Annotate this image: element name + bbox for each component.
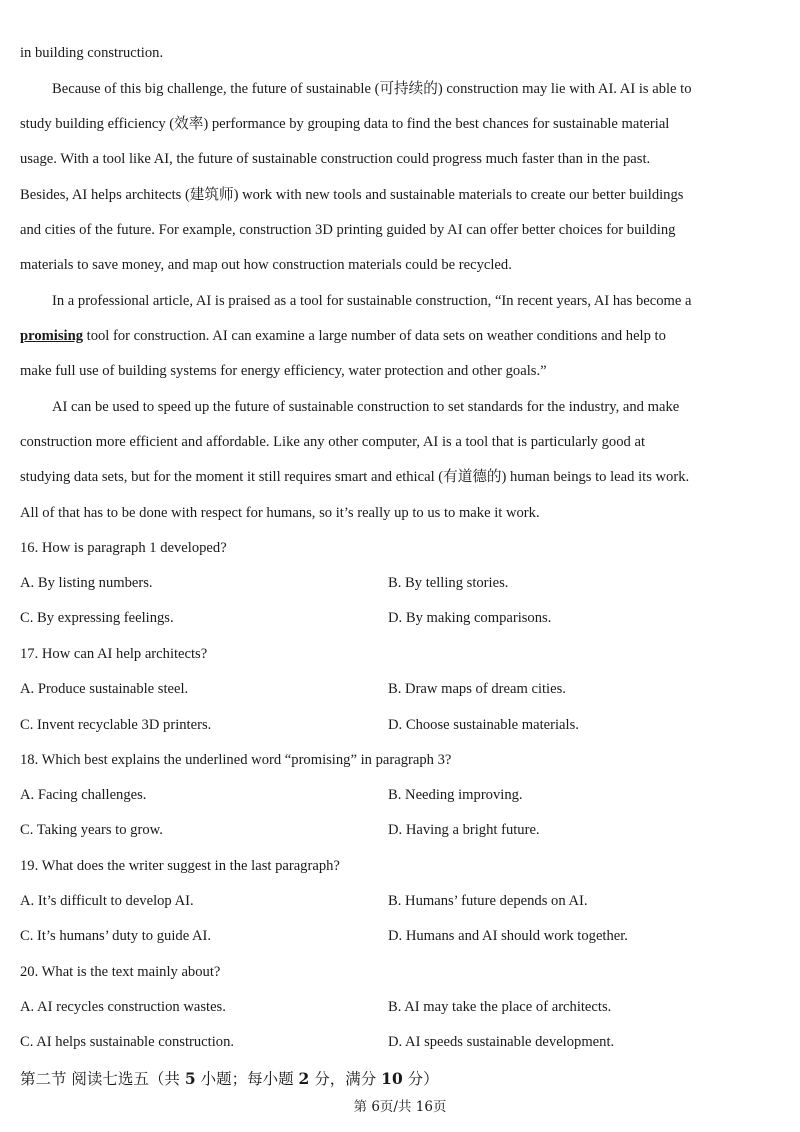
paragraph-4-line: studying data sets, but for the moment it still requires smart and ethical (有道德的) human beings to lead its work. [20, 469, 690, 485]
question-19-option-d[interactable]: D. Humans and AI should work together. [388, 928, 628, 944]
paragraph-2-line: usage. With a tool like AI, the future of sustainable construction could progress much faster than in the past. [20, 151, 651, 167]
section-heading [20, 1068, 439, 1090]
question-20-option-c[interactable]: C. AI helps sustainable construction. [20, 1034, 235, 1050]
question-16-option-a[interactable]: A. By listing numbers. [20, 575, 153, 591]
paragraph-2-line: Because of this big challenge, the future of sustainable (可持续的) construction may lie with AI. AI is able to [52, 81, 692, 97]
question-16-option-d[interactable]: D. By making comparisons. [388, 610, 552, 626]
question-17-option-b[interactable]: B. Draw maps of dream cities. [388, 681, 566, 697]
question-20-stem: 20. What is the text mainly about? [20, 964, 221, 980]
question-16-option-b[interactable]: B. By telling stories. [388, 575, 509, 591]
question-17-stem: 17. How can AI help architects? [20, 646, 208, 662]
section-heading-text: 第二节 阅读七选五（共 [20, 1070, 185, 1088]
question-20-option-b[interactable]: B. AI may take the place of architects. [388, 999, 612, 1015]
paragraph-2-line: Besides, AI helps architects (建筑师) work with new tools and sustainable materials to create our better buildings [20, 187, 684, 203]
question-19-option-a[interactable]: A. It’s difficult to develop AI. [20, 893, 194, 909]
section-heading-text: 分） [402, 1070, 439, 1088]
question-20-option-d[interactable]: D. AI speeds sustainable development. [388, 1034, 615, 1050]
question-18-option-d[interactable]: D. Having a bright future. [388, 822, 540, 838]
paragraph-2-line: materials to save money, and map out how construction materials could be recycled. [20, 257, 512, 273]
paragraph-3-line: In a professional article, AI is praised as a tool for sustainable construction, “In recent years, AI has become a [52, 293, 692, 309]
question-count: 5 [184, 1069, 196, 1088]
paragraph-2-line: and cities of the future. For example, construction 3D printing guided by AI can offer better choices for building [20, 222, 676, 238]
question-17-option-d[interactable]: D. Choose sustainable materials. [388, 717, 579, 733]
section-heading-text: 小题；每小题 [195, 1070, 299, 1088]
paragraph-4-line: AI can be used to speed up the future of sustainable construction to set standards for the industry, and make [52, 399, 680, 415]
question-19-option-b[interactable]: B. Humans’ future depends on AI. [388, 893, 588, 909]
paragraph-3-text: tool for construction. AI can examine a large number of data sets on weather conditions and help to [83, 328, 666, 344]
page-number: 第 6页/共 16页 [353, 1099, 447, 1115]
points-total: 10 [381, 1069, 403, 1088]
paragraph-1-tail: in building construction. [20, 45, 164, 61]
question-20-option-a[interactable]: A. AI recycles construction wastes. [20, 999, 226, 1015]
paragraph-4-line: construction more efficient and affordable. Like any other computer, AI is a tool that is particularly good at [20, 434, 645, 450]
question-18-option-c[interactable]: C. Taking years to grow. [20, 822, 163, 838]
points-each: 2 [298, 1069, 310, 1088]
section-heading-text: 分，满分 [309, 1070, 382, 1088]
question-19-option-c[interactable]: C. It’s humans’ duty to guide AI. [20, 928, 212, 944]
paragraph-3-line [20, 326, 666, 346]
question-19-stem: 19. What does the writer suggest in the last paragraph? [20, 858, 340, 874]
paragraph-3-line: make full use of building systems for energy efficiency, water protection and other goals.” [20, 363, 547, 379]
question-18-option-b[interactable]: B. Needing improving. [388, 787, 523, 803]
underlined-word: promising [20, 328, 83, 344]
paragraph-4-line: All of that has to be done with respect for humans, so it’s really up to us to make it work. [20, 505, 540, 521]
question-17-option-c[interactable]: C. Invent recyclable 3D printers. [20, 717, 212, 733]
question-18-stem: 18. Which best explains the underlined word “promising” in paragraph 3? [20, 752, 452, 768]
question-16-stem: 16. How is paragraph 1 developed? [20, 540, 227, 556]
question-16-option-c[interactable]: C. By expressing feelings. [20, 610, 174, 626]
question-18-option-a[interactable]: A. Facing challenges. [20, 787, 147, 803]
question-17-option-a[interactable]: A. Produce sustainable steel. [20, 681, 189, 697]
paragraph-2-line: study building efficiency (效率) performance by grouping data to find the best chances for sustainable material [20, 116, 670, 132]
